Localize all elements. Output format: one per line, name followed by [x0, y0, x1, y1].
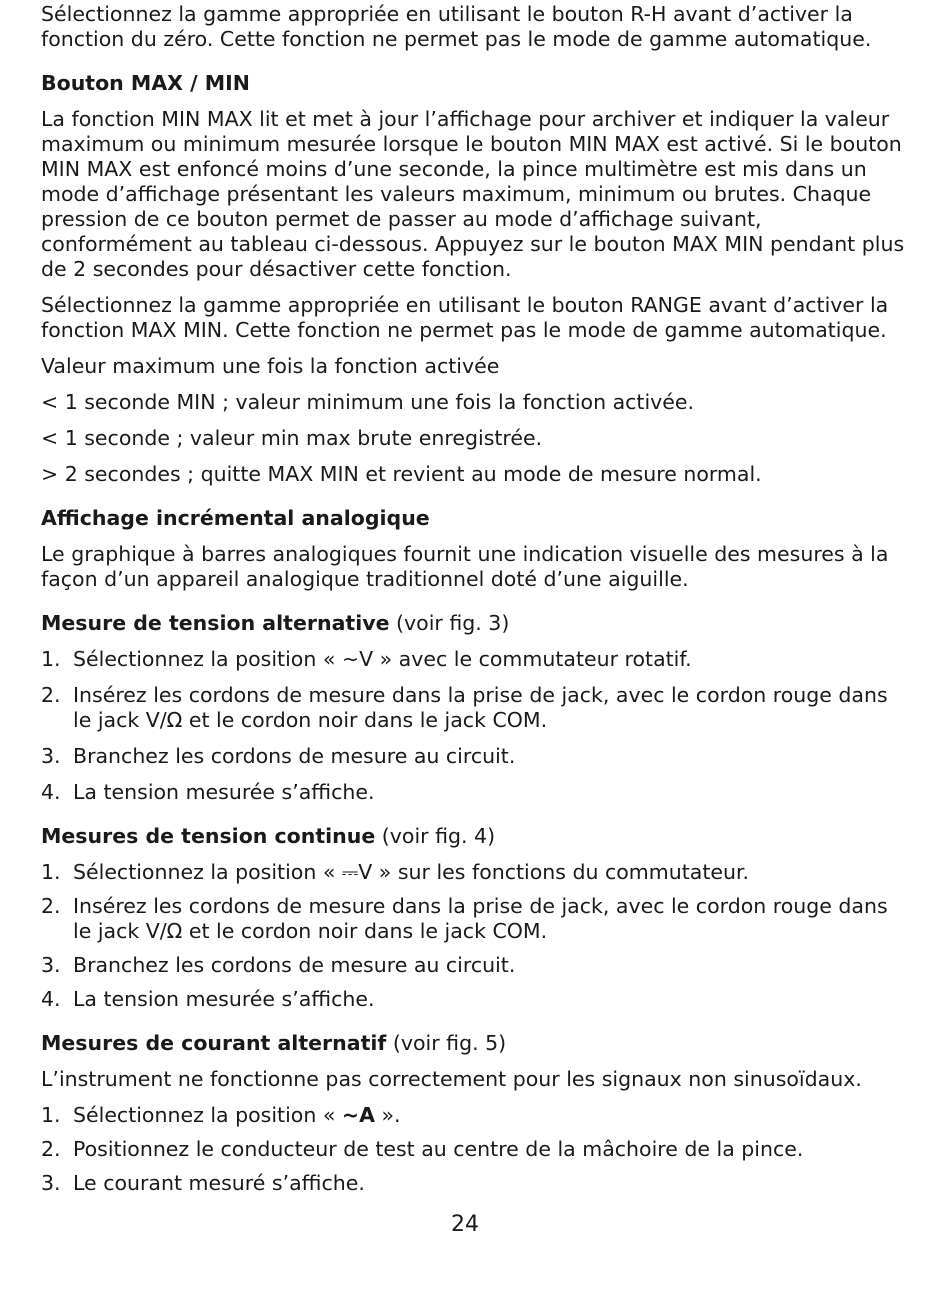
dc-voltage-steps	[41, 860, 911, 1012]
ac-voltage-figure-ref: (voir fig. 3)	[389, 611, 510, 635]
step-text: Positionnez le conducteur de test au centre de la mâchoire de la pince.	[73, 1137, 804, 1161]
step-text: Sélectionnez la position « ~V » avec le commutateur rotatif.	[73, 647, 692, 671]
ac-voltage-heading	[41, 611, 911, 636]
step-text-bold: ~A	[341, 1103, 375, 1127]
ac-voltage-steps	[41, 647, 911, 805]
analog-paragraph: Le graphique à barres analogiques fournit une indication visuelle des mesures à la façon d’un appareil analogique traditionnel doté d’une aiguille.	[41, 542, 889, 591]
step-text: La tension mesurée s’affiche.	[73, 780, 375, 804]
step-number: 3.	[41, 744, 61, 768]
maxmin-line: < 1 seconde ; valeur min max brute enregistrée.	[41, 426, 543, 450]
step-number: 1.	[41, 1103, 61, 1127]
list-item	[41, 780, 911, 805]
step-text: Sélectionnez la position «	[73, 1103, 342, 1127]
step-number: 2.	[41, 683, 61, 707]
ac-current-heading-text: Mesures de courant alternatif	[41, 1031, 387, 1055]
step-text: Insérez les cordons de mesure dans la prise de jack, avec le cordon rouge dans le jack V/Ω et le cordon noir dans le jack COM.	[73, 683, 888, 732]
analog-heading: Affichage incrémental analogique	[41, 506, 430, 530]
list-item	[41, 1171, 911, 1196]
step-number: 3.	[41, 953, 61, 977]
document-page	[41, 2, 911, 1196]
step-text: Insérez les cordons de mesure dans la prise de jack, avec le cordon rouge dans le jack V/Ω et le cordon noir dans le jack COM.	[73, 894, 888, 943]
maxmin-heading: Bouton MAX / MIN	[41, 71, 250, 95]
step-number: 1.	[41, 647, 61, 671]
maxmin-paragraph: La fonction MIN MAX lit et met à jour l’affichage pour archiver et indiquer la valeur maximum ou minimum mesurée lorsque le bouton MIN MAX est activé. Si le bouton MIN MAX est enfoncé moins d’une seconde, la pince multimètre est mis dans un mode d’affichage présentant les valeurs maximum, minimum ou brutes. Chaque pression de ce bouton permet de passer au mode d’affichage suivant, conformément au tableau ci-dessous. Appuyez sur le bouton MAX MIN pendant plus de 2 secondes pour désactiver cette fonction.	[41, 107, 905, 281]
list-item	[41, 744, 911, 769]
maxmin-line: > 2 secondes ; quitte MAX MIN et revient au mode de mesure normal.	[41, 462, 762, 486]
step-text: ».	[374, 1103, 401, 1127]
ac-current-figure-ref: (voir fig. 5)	[386, 1031, 507, 1055]
maxmin-range-paragraph: Sélectionnez la gamme appropriée en utilisant le bouton RANGE avant d’activer la fonction MAX MIN. Cette fonction ne permet pas le mode de gamme automatique.	[41, 293, 889, 342]
list-item	[41, 953, 911, 978]
page-number: 24	[451, 1212, 479, 1237]
ac-current-steps	[41, 1103, 911, 1196]
step-number: 4.	[41, 780, 61, 804]
maxmin-line: < 1 seconde MIN ; valeur minimum une fois la fonction activée.	[41, 390, 695, 414]
step-text: Branchez les cordons de mesure au circuit.	[73, 744, 516, 768]
step-text: La tension mesurée s’affiche.	[73, 987, 375, 1011]
step-number: 2.	[41, 894, 61, 918]
list-item	[41, 683, 911, 733]
step-text: Branchez les cordons de mesure au circuit.	[73, 953, 516, 977]
step-text: Sélectionnez la position « ⎓V » sur les fonctions du commutateur.	[73, 860, 750, 884]
list-item	[41, 1103, 911, 1128]
list-item	[41, 987, 911, 1012]
step-number: 1.	[41, 860, 61, 884]
dc-voltage-heading-text: Mesures de tension continue	[41, 824, 376, 848]
list-item	[41, 647, 911, 672]
dc-voltage-figure-ref: (voir fig. 4)	[375, 824, 496, 848]
step-number: 3.	[41, 1171, 61, 1195]
list-item	[41, 894, 911, 944]
step-number: 4.	[41, 987, 61, 1011]
maxmin-line: Valeur maximum une fois la fonction activée	[41, 354, 500, 378]
ac-current-heading	[41, 1031, 911, 1056]
step-text: Le courant mesuré s’affiche.	[73, 1171, 365, 1195]
ac-current-note: L’instrument ne fonctionne pas correctement pour les signaux non sinusoïdaux.	[41, 1067, 862, 1091]
list-item	[41, 1137, 911, 1162]
dc-voltage-heading	[41, 824, 911, 849]
step-number: 2.	[41, 1137, 61, 1161]
list-item	[41, 860, 911, 885]
ac-voltage-heading-text: Mesure de tension alternative	[41, 611, 390, 635]
intro-paragraph: Sélectionnez la gamme appropriée en utilisant le bouton R-H avant d’activer la fonction du zéro. Cette fonction ne permet pas le mode de gamme automatique.	[41, 2, 872, 51]
